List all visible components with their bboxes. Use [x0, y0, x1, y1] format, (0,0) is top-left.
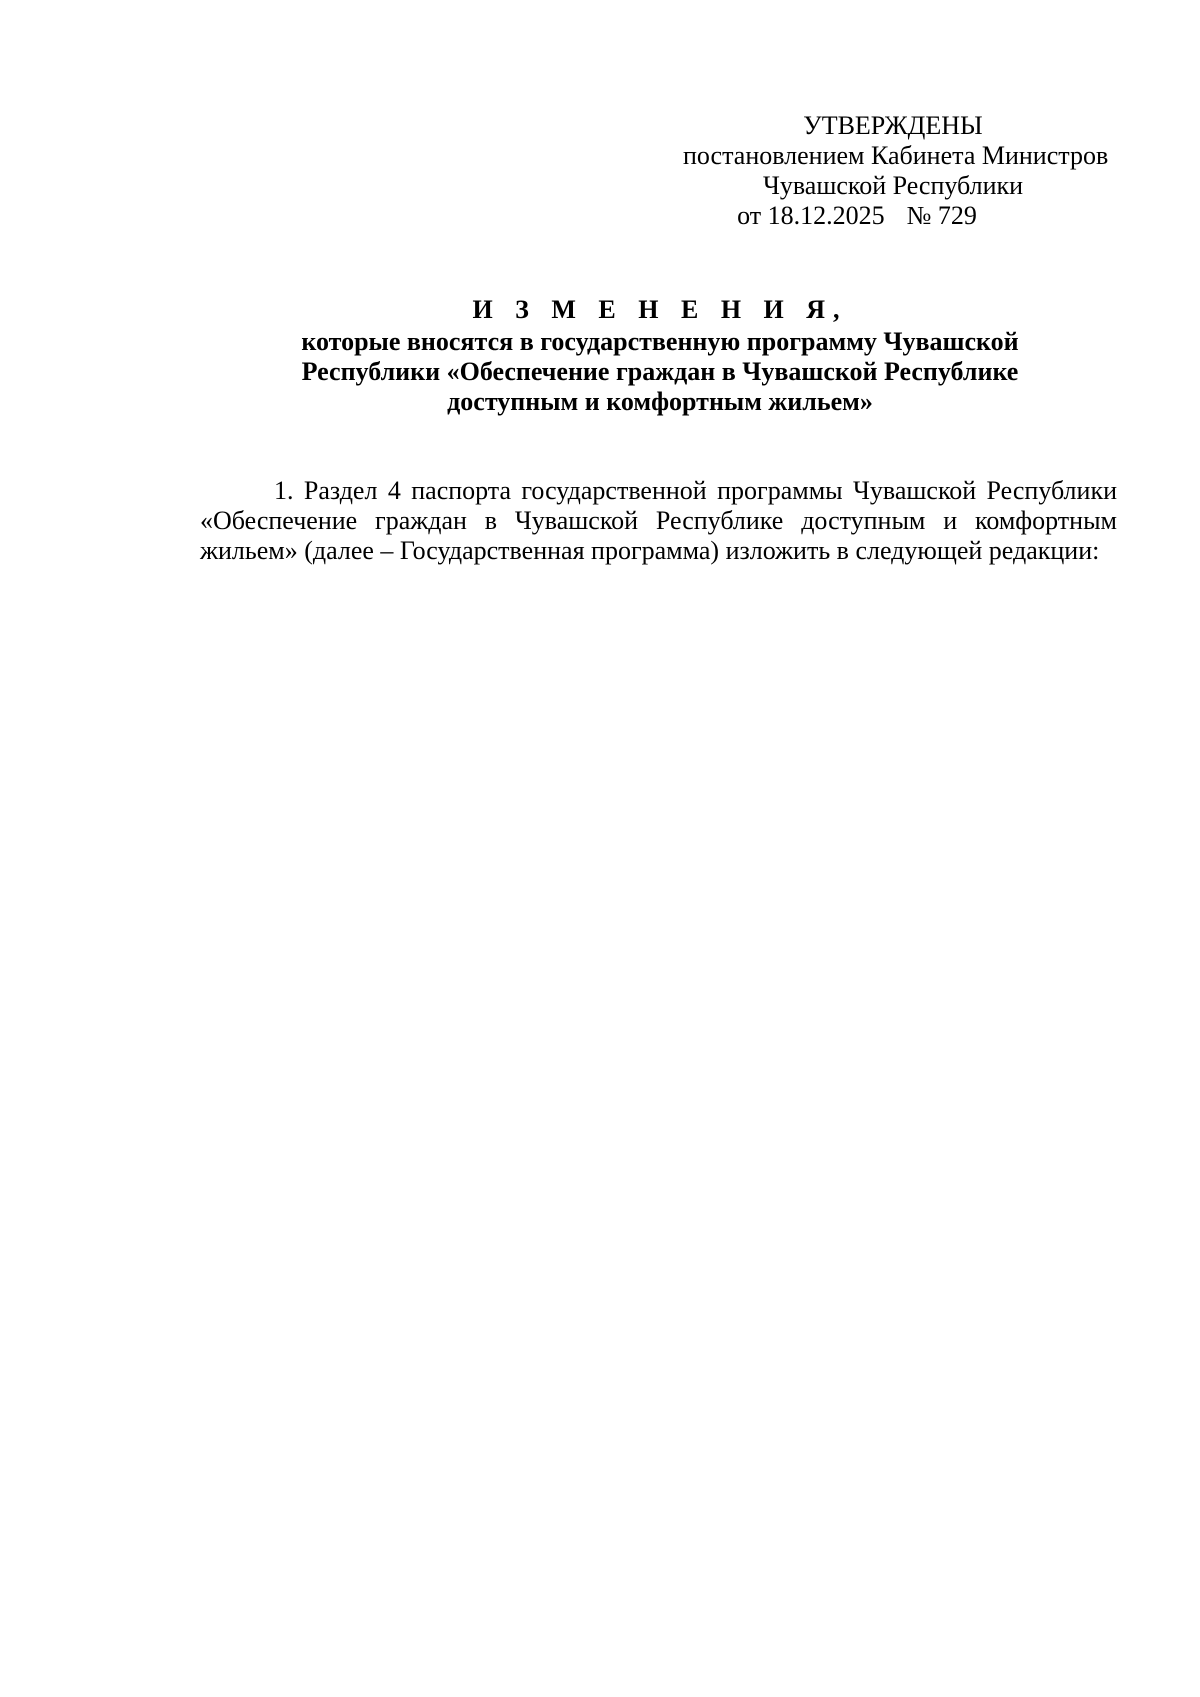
approval-status: УТВЕРЖДЕНЫ — [803, 111, 983, 140]
title-line: доступным и комфортным жильем» — [447, 387, 873, 416]
approval-stamp — [683, 111, 1109, 231]
document-title — [200, 295, 1120, 417]
title-line: которые вносятся в государственную программу Чувашской — [301, 327, 1019, 356]
approval-number: № 729 — [906, 201, 977, 230]
paragraph-line: «Обеспечение граждан в Чувашской Республике доступным и комфортным — [200, 506, 1117, 535]
approval-date: от 18.12.2025 — [737, 201, 885, 230]
title-heading: И З М Е Н Е Н И Я, — [472, 295, 848, 324]
body-paragraph-1 — [200, 476, 1117, 566]
paragraph-line: жильем» (далее – Государственная программа) изложить в следующей редакции: — [200, 536, 1100, 565]
approval-date-line — [683, 201, 1103, 231]
paragraph-line: 1. Раздел 4 паспорта государственной программы Чувашской Республики — [274, 476, 1117, 505]
approval-line-1: постановлением Кабинета Министров — [683, 141, 1109, 170]
title-line: Республики «Обеспечение граждан в Чувашской Республике — [301, 357, 1019, 386]
approval-line-2: Чувашской Республики — [762, 171, 1024, 200]
